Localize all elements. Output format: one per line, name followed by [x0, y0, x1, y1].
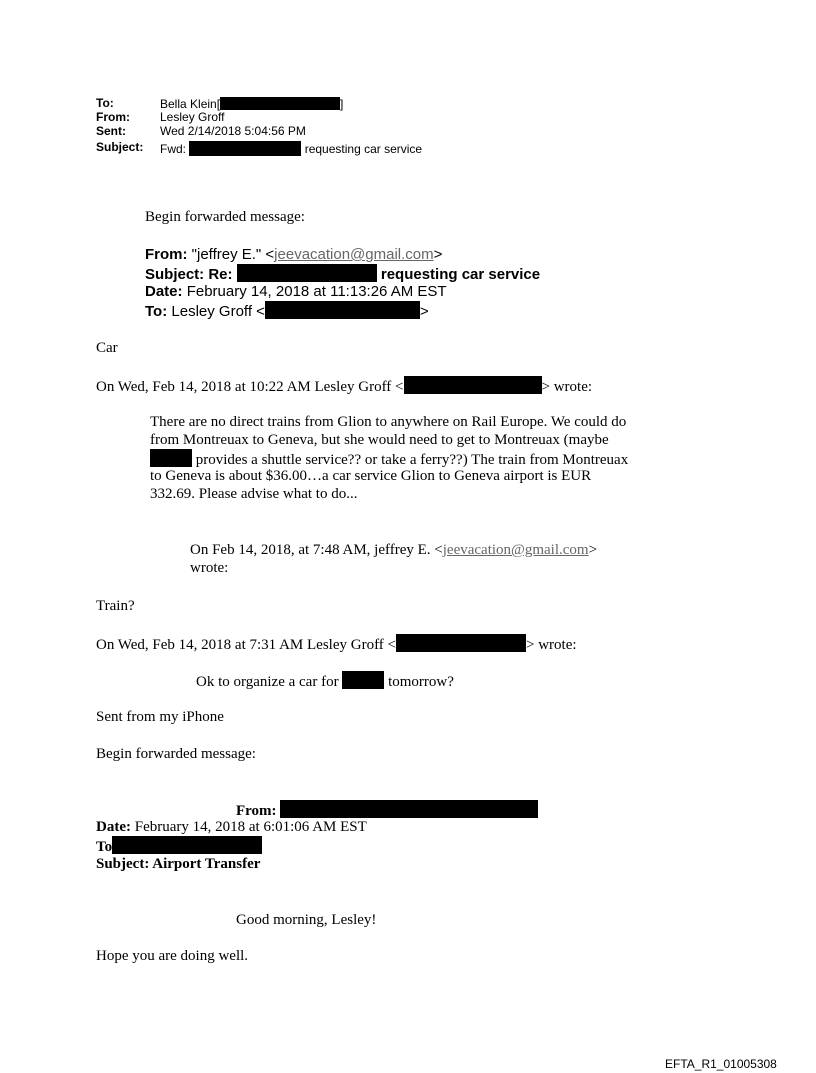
forward2-date: Date: February 14, 2018 at 6:01:06 AM EST — [96, 819, 367, 835]
redaction — [342, 671, 384, 689]
redaction — [265, 301, 420, 319]
hope-line: Hope you are doing well. — [96, 948, 249, 964]
forward-to: To: Lesley Groff < > — [145, 303, 429, 320]
redaction — [112, 836, 262, 854]
from-label: From: — [96, 110, 130, 124]
forward-from: From: "jeffrey E." <jeevacation@gmail.com> — [145, 246, 443, 263]
quote-748-line-2: wrote: — [190, 560, 229, 576]
rail-line-3: provides a shuttle service?? or take a ferry??) The train from Montreuax — [150, 449, 628, 469]
redaction — [220, 97, 340, 110]
subject-value: Fwd: requesting car service — [160, 142, 423, 156]
forward-intro: Begin forwarded message: — [145, 209, 305, 225]
to-label: To: — [96, 96, 114, 110]
message-train: Train? — [96, 598, 135, 614]
forward-date: Date: February 14, 2018 at 11:13:26 AM EST — [145, 283, 447, 300]
organize-line: Ok to organize a car for tomorrow? — [196, 671, 454, 691]
forward-subject: Subject: Re: requesting car service — [145, 266, 541, 283]
sent-label: Sent: — [96, 124, 126, 138]
to-value: Bella Klein[ ] — [160, 97, 344, 111]
document-id: EFTA_R1_01005308 — [665, 1057, 777, 1071]
redaction — [280, 800, 538, 818]
rail-line-4: to Geneva is about $36.00…a car service Glion to Geneva airport is EUR — [150, 468, 592, 484]
sent-value: Wed 2/14/2018 5:04:56 PM — [160, 124, 306, 138]
redaction — [396, 634, 526, 652]
forward2-subject: Subject: Airport Transfer — [96, 856, 261, 872]
sent-from: Sent from my iPhone — [96, 709, 224, 725]
greeting: Good morning, Lesley! — [236, 912, 377, 928]
email-link[interactable]: jeevacation@gmail.com — [442, 542, 589, 558]
email-link[interactable]: jeevacation@gmail.com — [274, 246, 434, 263]
rail-line-2: from Montreuax to Geneva, but she would need to get to Montreuax (maybe — [150, 432, 609, 448]
forward2-from: From: — [236, 800, 538, 820]
quote-748-line-1: On Feb 14, 2018, at 7:48 AM, jeffrey E. <jeevacation@gmail.com> — [190, 542, 598, 558]
rail-line-5: 332.69. Please advise what to do... — [150, 486, 358, 502]
subject-label: Subject: — [96, 140, 144, 154]
rail-line-1: There are no direct trains from Glion to anywhere on Rail Europe. We could do — [150, 414, 627, 430]
redaction — [150, 449, 192, 467]
redaction — [404, 376, 542, 394]
redaction — [189, 141, 301, 156]
forward2-to: To — [96, 836, 262, 856]
begin-forward-2: Begin forwarded message: — [96, 746, 256, 762]
message-car: Car — [96, 340, 118, 356]
quote-line-1022: On Wed, Feb 14, 2018 at 10:22 AM Lesley Groff < > wrote: — [96, 376, 592, 396]
redaction — [237, 264, 377, 282]
from-value: Lesley Groff — [160, 110, 225, 124]
quote-line-731: On Wed, Feb 14, 2018 at 7:31 AM Lesley Groff < > wrote: — [96, 634, 577, 654]
